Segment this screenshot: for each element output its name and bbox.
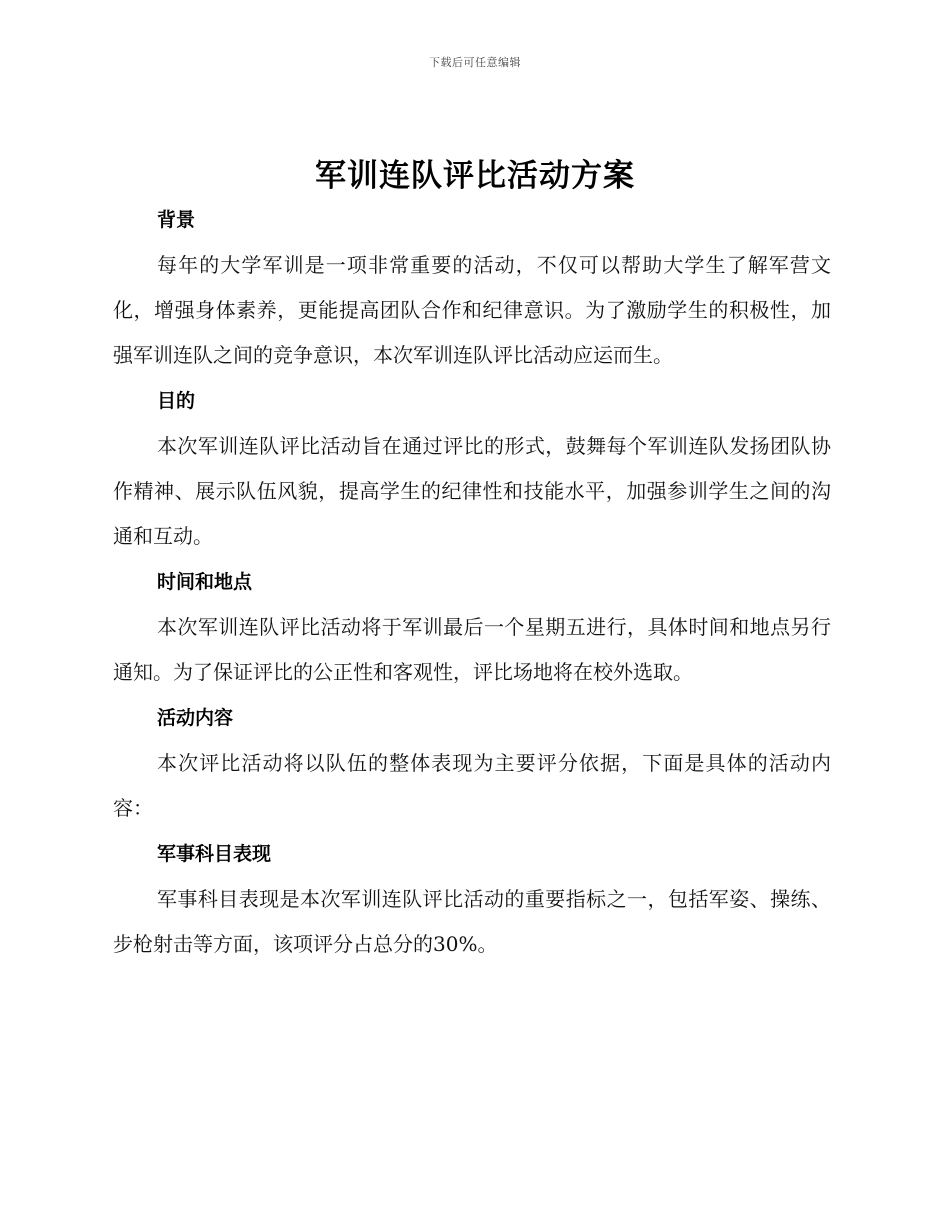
section-heading-background: 背景 bbox=[157, 209, 196, 231]
section-time-place bbox=[113, 565, 831, 695]
section-paragraph-military-performance: 军事科目表现是本次军训连队评比活动的重要指标之一，包括军姿、操练、步枪射击等方面，该项评分占总分的30%。 bbox=[113, 887, 831, 956]
section-activity-content bbox=[113, 701, 831, 831]
section-heading-activity-content: 活动内容 bbox=[157, 707, 234, 729]
section-heading-purpose: 目的 bbox=[157, 390, 196, 412]
section-heading-time-place: 时间和地点 bbox=[157, 571, 253, 593]
section-purpose bbox=[113, 384, 831, 559]
section-heading-military-performance: 军事科目表现 bbox=[157, 843, 272, 865]
section-paragraph-time-place: 本次军训连队评比活动将于军训最后一个星期五进行，具体时间和地点另行通知。为了保证评比的公正性和客观性，评比场地将在校外选取。 bbox=[113, 615, 831, 684]
section-background bbox=[113, 203, 831, 378]
page-header-note: 下载后可任意编辑 bbox=[429, 56, 521, 69]
section-paragraph-purpose: 本次军训连队评比活动旨在通过评比的形式，鼓舞每个军训连队发扬团队协作精神、展示队伍风貌，提高学生的纪律性和技能水平，加强参训学生之间的沟通和互动。 bbox=[113, 434, 831, 548]
section-military-performance bbox=[113, 837, 831, 967]
document-body bbox=[113, 203, 831, 973]
document-title: 军训连队评比活动方案 bbox=[315, 158, 635, 194]
section-paragraph-activity-content: 本次评比活动将以队伍的整体表现为主要评分依据，下面是具体的活动内容： bbox=[113, 751, 831, 820]
section-paragraph-background: 每年的大学军训是一项非常重要的活动，不仅可以帮助大学生了解军营文化，增强身体素养，更能提高团队合作和纪律意识。为了激励学生的积极性，加强军训连队之间的竞争意识，本次军训连队评比活动应运而生。 bbox=[113, 253, 831, 367]
